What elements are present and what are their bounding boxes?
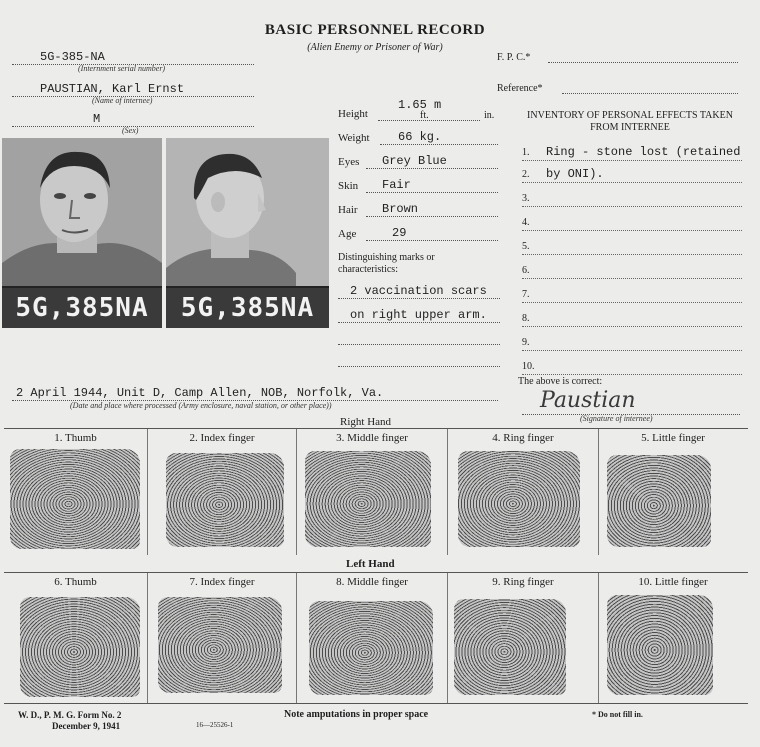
- inventory-heading-1: INVENTORY OF PERSONAL EFFECTS TAKEN: [527, 110, 733, 121]
- inventory-row: [522, 354, 742, 375]
- fpc-label: F. P. C.*: [497, 52, 531, 63]
- fingerprint-impression: [166, 453, 284, 547]
- form-subtitle: (Alien Enemy or Prisoner of War): [307, 42, 443, 53]
- processing-caption: (Date and place where processed (Army enclosure, naval station, or other place)): [70, 401, 332, 410]
- fingerprint-label: 7. Index finger: [189, 576, 255, 588]
- fingerprint-impression: [454, 599, 566, 695]
- fingerprint-cell: [148, 429, 297, 555]
- marks-line-1: 2 vaccination scars: [350, 284, 487, 298]
- fingerprint-label: 9. Ring finger: [492, 576, 554, 588]
- fingerprint-cell: [4, 429, 148, 555]
- correct-label: The above is correct:: [518, 376, 603, 387]
- inventory-row: [522, 186, 742, 207]
- fingerprint-impression: [607, 455, 711, 547]
- fingerprint-cell: [148, 573, 297, 703]
- front-photo: [2, 138, 162, 328]
- fingerprint-cell: [448, 573, 599, 703]
- inventory-text: by ONI).: [546, 167, 604, 181]
- fingerprint-label: 8. Middle finger: [336, 576, 408, 588]
- inventory-row: [522, 162, 742, 183]
- inventory-row: [522, 258, 742, 279]
- eyes-value: Grey Blue: [382, 154, 447, 168]
- eyes-label: Eyes: [338, 156, 360, 168]
- inventory-row: [522, 210, 742, 231]
- sex-caption: (Sex): [122, 126, 139, 135]
- fingerprint-impression: [607, 595, 713, 695]
- inventory-text: Ring - stone lost (retained: [546, 145, 741, 159]
- signature-caption: (Signature of internee): [580, 414, 653, 423]
- fingerprint-label: 1. Thumb: [54, 432, 97, 444]
- fingerprint-impression: [309, 601, 433, 695]
- fingerprint-cell: [297, 429, 448, 555]
- serial-caption: (Internment serial number): [78, 64, 166, 73]
- right-hand-label: Right Hand: [340, 416, 392, 428]
- right-hand-grid: [4, 428, 748, 555]
- profile-placard: 5G,385NA: [166, 286, 329, 328]
- weight-line: [380, 144, 498, 145]
- fingerprint-label: 10. Little finger: [638, 576, 708, 588]
- fingerprint-label: 2. Index finger: [189, 432, 255, 444]
- marks-label-2: characteristics:: [338, 264, 398, 275]
- inventory-heading-2: FROM INTERNEE: [590, 122, 670, 133]
- do-not-fill-note: * Do not fill in.: [592, 710, 643, 719]
- marks-line-2: on right upper arm.: [350, 308, 487, 322]
- fingerprint-cell: [599, 429, 747, 555]
- inventory-row: [522, 330, 742, 351]
- left-hand-grid: [4, 572, 748, 704]
- fingerprint-label: 4. Ring finger: [492, 432, 554, 444]
- fingerprint-impression: [305, 451, 431, 547]
- fingerprint-impression: [458, 451, 580, 547]
- hair-line: [366, 216, 498, 217]
- fingerprint-cell: [448, 429, 599, 555]
- profile-photo: [166, 138, 329, 328]
- front-placard: 5G,385NA: [2, 286, 162, 328]
- form-number: W. D., P. M. G. Form No. 2: [18, 710, 122, 720]
- inventory-num: 7.: [522, 289, 530, 300]
- fingerprint-label: 5. Little finger: [641, 432, 705, 444]
- left-hand-label: Left Hand: [346, 558, 395, 570]
- amputations-note: Note amputations in proper space: [284, 709, 429, 720]
- inventory-row: [522, 282, 742, 303]
- inventory-row: [522, 306, 742, 327]
- inventory-num: 5.: [522, 241, 530, 252]
- serial-number: 5G-385-NA: [40, 50, 105, 64]
- print-code: 16—25526-1: [196, 721, 234, 729]
- form-title: BASIC PERSONNEL RECORD: [264, 22, 486, 38]
- marks-label-1: Distinguishing marks or: [338, 252, 435, 263]
- internee-name: PAUSTIAN, Karl Ernst: [40, 82, 185, 96]
- inventory-num: 8.: [522, 313, 530, 324]
- inventory-num: 6.: [522, 265, 530, 276]
- skin-label: Skin: [338, 180, 359, 192]
- inventory-num: 9.: [522, 337, 530, 348]
- sex-value: M: [93, 112, 101, 126]
- form-date: December 9, 1941: [52, 721, 121, 731]
- fingerprint-cell: [599, 573, 747, 703]
- processing-place: 2 April 1944, Unit D, Camp Allen, NOB, Norfolk, Va.: [16, 386, 384, 400]
- eyes-line: [366, 168, 498, 169]
- fpc-line: [548, 62, 738, 63]
- fingerprint-cell: [297, 573, 448, 703]
- marks-rule-4: [338, 366, 500, 367]
- inventory-row: [522, 140, 742, 161]
- fingerprint-label: 6. Thumb: [54, 576, 97, 588]
- fingerprint-impression: [158, 597, 282, 693]
- weight-label: Weight: [338, 132, 370, 144]
- age-label: Age: [338, 228, 357, 240]
- hair-value: Brown: [382, 202, 419, 216]
- reference-label: Reference*: [497, 83, 543, 94]
- fingerprint-impression: [10, 449, 140, 549]
- age-value: 29: [392, 226, 407, 240]
- inventory-num: 1.: [522, 147, 530, 158]
- inventory-row: [522, 234, 742, 255]
- name-caption: (Name of internee): [92, 96, 153, 105]
- marks-rule-1: [338, 298, 500, 299]
- height-label: Height: [338, 108, 368, 120]
- height-value: 1.65 m: [398, 98, 442, 112]
- fingerprint-label: 3. Middle finger: [336, 432, 408, 444]
- height-line: [378, 120, 480, 121]
- ft-label: ft.: [420, 110, 429, 121]
- fingerprint-impression: [20, 597, 140, 697]
- inventory-num: 4.: [522, 217, 530, 228]
- skin-line: [366, 192, 498, 193]
- inventory-num: 3.: [522, 193, 530, 204]
- skin-value: Fair: [382, 178, 411, 192]
- internee-signature: Paustian: [540, 388, 636, 413]
- inventory-num: 2.: [522, 169, 530, 180]
- fingerprint-cell: [4, 573, 148, 703]
- inventory-num: 10.: [522, 361, 535, 372]
- weight-value: 66 kg.: [398, 130, 442, 144]
- age-line: [366, 240, 498, 241]
- reference-line: [562, 93, 738, 94]
- hair-label: Hair: [338, 204, 358, 216]
- marks-rule-3: [338, 344, 500, 345]
- marks-rule-2: [338, 322, 500, 323]
- in-label: in.: [484, 110, 495, 121]
